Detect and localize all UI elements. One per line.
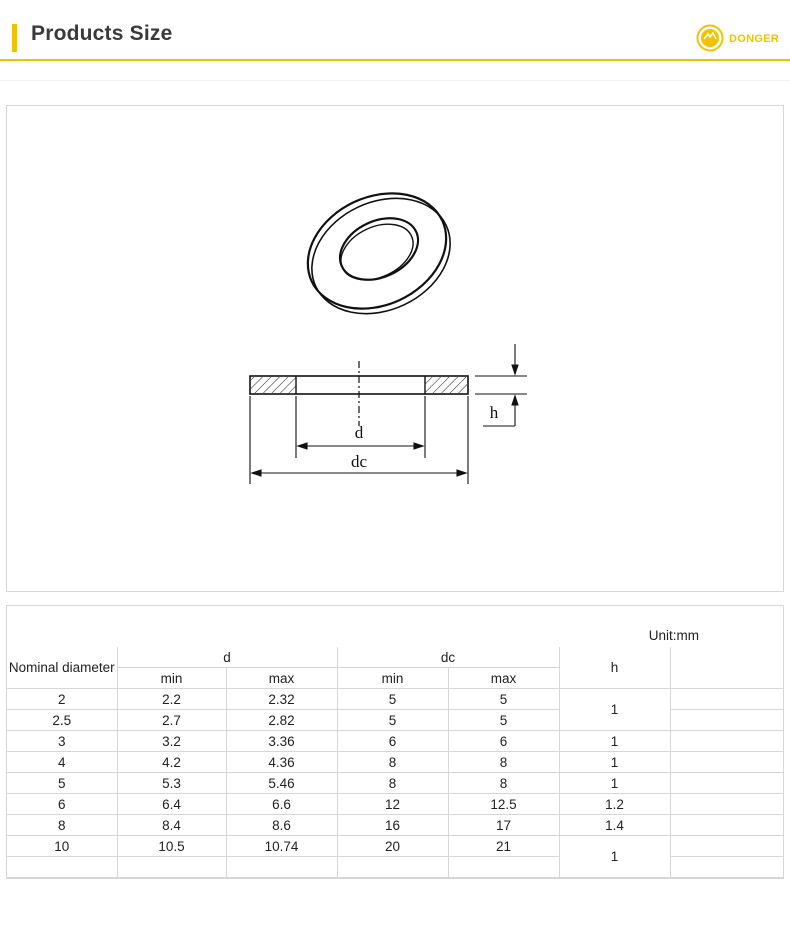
cell-h: 1 xyxy=(559,836,670,878)
cell-blank xyxy=(117,857,226,878)
subheader-d-max: max xyxy=(226,668,337,689)
cell-blank xyxy=(670,710,783,731)
table-row xyxy=(7,689,783,710)
cell-dc-min: 8 xyxy=(337,752,448,773)
cell-d-max: 5.46 xyxy=(226,773,337,794)
washer-drawing xyxy=(7,106,783,591)
header-rule xyxy=(0,59,790,61)
cell-blank xyxy=(670,731,783,752)
section-divider xyxy=(0,80,790,81)
cell-blank xyxy=(670,836,783,857)
cell-dc-max: 12.5 xyxy=(448,794,559,815)
cell-d-max: 10.74 xyxy=(226,836,337,857)
header-blank xyxy=(670,647,783,689)
cell-h: 1 xyxy=(559,689,670,731)
subheader-dc-min: min xyxy=(337,668,448,689)
brand-logo xyxy=(696,24,788,54)
header-d: d xyxy=(117,647,337,668)
cell-blank xyxy=(7,857,117,878)
cell-d-max: 4.36 xyxy=(226,752,337,773)
title-accent-bar xyxy=(12,24,17,52)
table-row xyxy=(7,794,783,815)
cell-d-min: 2.7 xyxy=(117,710,226,731)
cell-nominal: 3 xyxy=(7,731,117,752)
cell-h: 1 xyxy=(559,731,670,752)
logo-text: DONGER xyxy=(729,33,780,45)
cell-d-max: 2.82 xyxy=(226,710,337,731)
cell-nominal: 2.5 xyxy=(7,710,117,731)
cell-d-min: 3.2 xyxy=(117,731,226,752)
header-dc: dc xyxy=(337,647,559,668)
cell-d-min: 4.2 xyxy=(117,752,226,773)
washer-diagram xyxy=(6,105,784,592)
header-h: h xyxy=(559,647,670,689)
cell-h: 1.2 xyxy=(559,794,670,815)
cell-d-max: 3.36 xyxy=(226,731,337,752)
cell-h: 1 xyxy=(559,752,670,773)
cell-blank xyxy=(670,752,783,773)
cell-blank xyxy=(337,857,448,878)
cell-d-min: 6.4 xyxy=(117,794,226,815)
cell-nominal: 4 xyxy=(7,752,117,773)
cell-dc-max: 6 xyxy=(448,731,559,752)
cell-blank xyxy=(670,815,783,836)
cell-d-min: 5.3 xyxy=(117,773,226,794)
unit-label: Unit:mm xyxy=(648,628,699,643)
dimension-lines xyxy=(250,344,527,484)
cell-nominal: 5 xyxy=(7,773,117,794)
cell-dc-min: 8 xyxy=(337,773,448,794)
table-header-row xyxy=(7,647,783,668)
table-row xyxy=(7,731,783,752)
cell-dc-max: 5 xyxy=(448,710,559,731)
washer-3d-view xyxy=(289,172,469,336)
cell-dc-min: 5 xyxy=(337,689,448,710)
cell-d-max: 8.6 xyxy=(226,815,337,836)
cell-h: 1.4 xyxy=(559,815,670,836)
logo-mark-icon xyxy=(696,24,724,52)
cell-d-max: 2.32 xyxy=(226,689,337,710)
table-row xyxy=(7,773,783,794)
cell-blank xyxy=(670,773,783,794)
cell-dc-max: 8 xyxy=(448,752,559,773)
cell-nominal: 2 xyxy=(7,689,117,710)
cell-dc-min: 6 xyxy=(337,731,448,752)
size-table xyxy=(7,647,783,878)
cell-dc-min: 16 xyxy=(337,815,448,836)
label-d: d xyxy=(354,423,364,442)
washer-cross-section xyxy=(250,361,468,426)
cell-dc-max: 8 xyxy=(448,773,559,794)
cell-nominal: 10 xyxy=(7,836,117,857)
cell-dc-min: 12 xyxy=(337,794,448,815)
cell-dc-min: 5 xyxy=(337,710,448,731)
cell-dc-max: 5 xyxy=(448,689,559,710)
size-table-panel xyxy=(6,605,784,879)
cell-dc-max: 17 xyxy=(448,815,559,836)
cell-d-min: 8.4 xyxy=(117,815,226,836)
header-nominal-diameter: Nominal diameter xyxy=(7,647,117,689)
cell-blank xyxy=(670,794,783,815)
cell-d-max: 6.6 xyxy=(226,794,337,815)
table-row xyxy=(7,836,783,857)
cell-dc-max: 21 xyxy=(448,836,559,857)
cell-nominal: 8 xyxy=(7,815,117,836)
subheader-d-min: min xyxy=(117,668,226,689)
subheader-dc-max: max xyxy=(448,668,559,689)
cell-dc-min: 20 xyxy=(337,836,448,857)
cell-blank xyxy=(670,857,783,878)
label-dc: dc xyxy=(350,452,368,471)
cell-blank xyxy=(448,857,559,878)
cell-d-min: 10.5 xyxy=(117,836,226,857)
cell-d-min: 2.2 xyxy=(117,689,226,710)
cell-h: 1 xyxy=(559,773,670,794)
page-title: Products Size xyxy=(31,22,173,45)
table-row xyxy=(7,752,783,773)
page-header xyxy=(0,0,790,62)
label-h: h xyxy=(489,403,499,422)
cell-blank xyxy=(670,689,783,710)
table-row xyxy=(7,815,783,836)
cell-blank xyxy=(226,857,337,878)
cell-nominal: 6 xyxy=(7,794,117,815)
